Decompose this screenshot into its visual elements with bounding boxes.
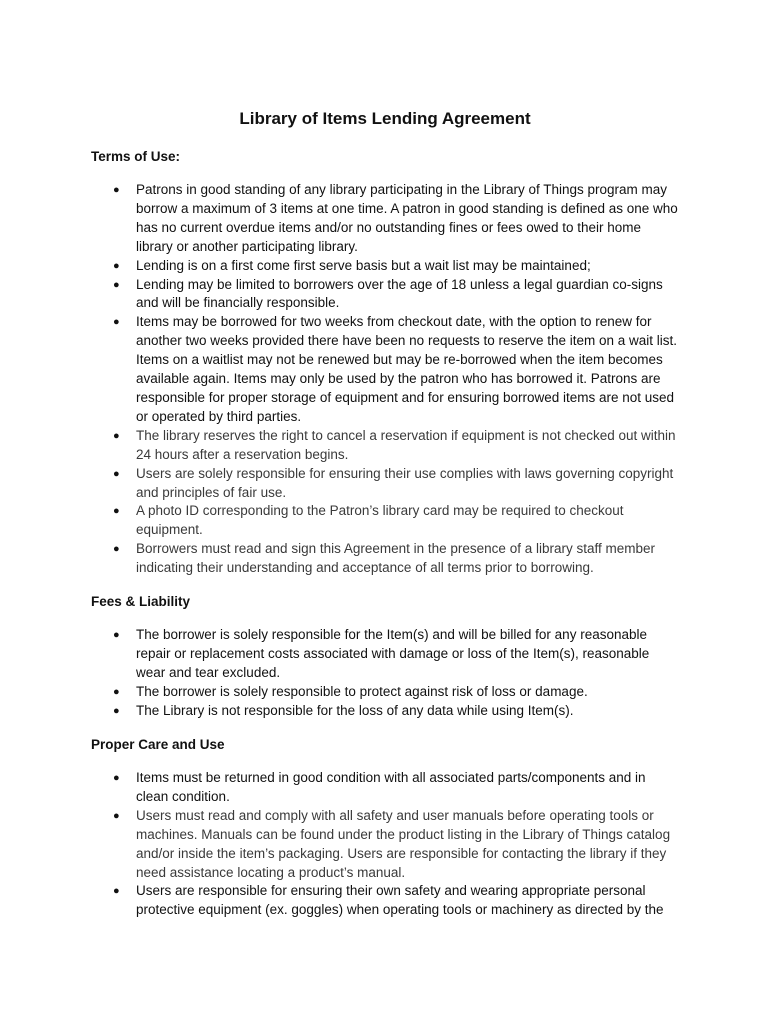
bullet-icon: ●: [113, 505, 120, 518]
bullet-icon: ●: [113, 429, 120, 442]
bullet-icon: ●: [113, 704, 120, 717]
list-item: [0, 683, 770, 702]
fees-list: [0, 626, 770, 721]
list-item: [0, 626, 770, 683]
list-item: [0, 465, 770, 503]
list-item: [0, 313, 770, 426]
list-item-text: Users are responsible for ensuring their own safety and wearing appropriate personal protective equipment (ex. goggles) when operating tools or machinery as directed by the: [136, 883, 664, 918]
list-item-text: Items may be borrowed for two weeks from checkout date, with the option to renew for another two weeks provided there have been no requests to reserve the item on a wait list. Items on a waitlist may not be renewed but may be re-borrowed when the item becomes available again. Items may only be used by the patron who has borrowed it. Patrons are responsible for proper storage of equipment and for ensuring borrowed items are not used or operated by third parties.: [136, 314, 678, 424]
document-title: Library of Items Lending Agreement: [239, 109, 531, 128]
bullet-icon: ●: [113, 809, 120, 822]
section-heading-fees: Fees & Liability: [91, 594, 191, 609]
list-item-text: Lending may be limited to borrowers over the age of 18 unless a legal guardian co-signs and will be financially responsible.: [136, 276, 663, 311]
list-item-text: The library reserves the right to cancel a reservation if equipment is not checked out within 24 hours after a reservation begins.: [136, 427, 676, 462]
section-heading-terms: Terms of Use:: [91, 149, 181, 164]
list-item: [0, 276, 770, 314]
bullet-icon: ●: [113, 467, 120, 480]
list-item: [0, 769, 770, 807]
bullet-icon: ●: [113, 259, 120, 272]
bullet-icon: ●: [113, 543, 120, 556]
list-item-text: The borrower is solely responsible to protect against risk of loss or damage.: [136, 683, 588, 699]
list-item-text: Patrons in good standing of any library participating in the Library of Things program may borrow a maximum of 3 items at one time. A patron in good standing is defined as one who has no current overdue items and/or no outstanding fines or fees owed to their home library or another participating library.: [136, 182, 678, 254]
list-item: [0, 882, 770, 920]
bullet-icon: ●: [113, 685, 120, 698]
list-item: [0, 540, 770, 578]
care-list: [0, 769, 770, 920]
list-item: [0, 257, 770, 276]
section-heading-care: Proper Care and Use: [91, 737, 225, 752]
list-item: [0, 807, 770, 883]
list-item-text: The Library is not responsible for the loss of any data while using Item(s).: [136, 702, 574, 718]
bullet-icon: ●: [113, 316, 120, 329]
list-item: [0, 427, 770, 465]
list-item-text: Users must read and comply with all safety and user manuals before operating tools or machines. Manuals can be found under the product listing in the Library of Things catalog and/or inside the item’s packaging. Users are responsible for contacting the library if they need assistance locating a product’s manual.: [136, 807, 671, 880]
list-item-text: Users are solely responsible for ensuring their use complies with laws governing copyright and principles of fair use.: [136, 465, 674, 500]
bullet-icon: ●: [113, 772, 120, 784]
list-item: [0, 702, 770, 721]
list-item: [0, 502, 770, 540]
bullet-icon: ●: [113, 184, 120, 196]
terms-list: [0, 181, 770, 578]
list-item-text: Borrowers must read and sign this Agreement in the presence of a library staff member indicating their understanding and acceptance of all terms prior to borrowing.: [136, 541, 655, 576]
bullet-icon: ●: [113, 278, 120, 291]
bullet-icon: ●: [113, 629, 120, 641]
list-item-text: Lending is on a first come first serve basis but a wait list may be maintained;: [136, 257, 591, 273]
list-item: [0, 181, 770, 257]
list-item-text: The borrower is solely responsible for the Item(s) and will be billed for any reasonable repair or replacement costs associated with damage or loss of the Item(s), reasonable wear and tear excluded.: [136, 627, 650, 680]
list-item-text: Items must be returned in good condition with all associated parts/components and in clean condition.: [136, 770, 646, 804]
bullet-icon: ●: [113, 885, 120, 898]
list-item-text: A photo ID corresponding to the Patron’s library card may be required to checkout equipment.: [136, 503, 624, 538]
